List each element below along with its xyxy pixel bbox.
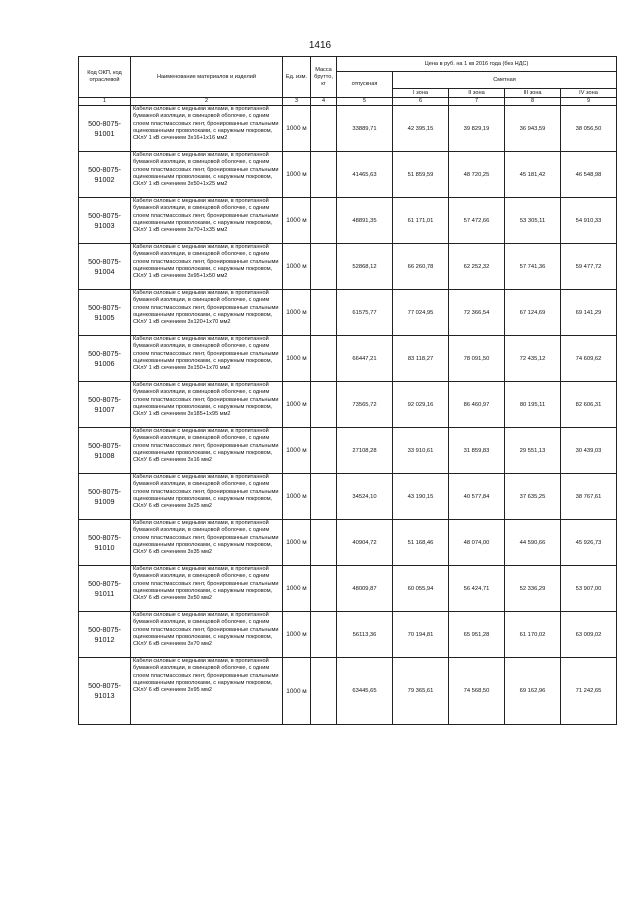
gross-mass xyxy=(311,290,337,336)
zone-4-price: 46 548,98 xyxy=(561,152,617,198)
material-code: 500-8075-91013 xyxy=(79,658,131,725)
zone-4-price: 69 141,29 xyxy=(561,290,617,336)
material-name-text: Кабели силовые с медными жилами, в пропитанной бумажной изоляции, в свинцовой оболочке, с одним слоем пластмассовых лент, бронированные стальными оцинкованными проволоками, с наружным покровом, СКлУ 1 кВ сечением 3х150+1х70 мм2 xyxy=(133,336,279,372)
material-name xyxy=(131,244,283,290)
material-code: 500-8075-91001 xyxy=(79,106,131,152)
header-mass: Масса брутто, кг xyxy=(311,57,337,98)
table-row xyxy=(79,428,617,474)
material-name-text: Кабели силовые с медными жилами, в пропитанной бумажной изоляции, в свинцовой оболочке, с одним слоем пластмассовых лент, бронированные стальными оцинкованными проволоками, с наружным покровом, СКлУ 1 кВ сечением 3х70+1х35 мм2 xyxy=(133,198,279,234)
header-name: Наименование материалов и изделий xyxy=(131,57,283,98)
zone-3-price: 80 195,11 xyxy=(505,382,561,428)
material-code: 500-8075-91004 xyxy=(79,244,131,290)
gross-mass xyxy=(311,566,337,612)
zone-4-price: 38 056,50 xyxy=(561,106,617,152)
zone-3-price: 53 305,11 xyxy=(505,198,561,244)
table-row xyxy=(79,566,617,612)
gross-mass xyxy=(311,382,337,428)
gross-mass xyxy=(311,198,337,244)
zone-2-price: 48 720,25 xyxy=(449,152,505,198)
zone-2-price: 57 472,66 xyxy=(449,198,505,244)
unit-of-measure: 1000 м xyxy=(283,612,311,658)
unit-of-measure: 1000 м xyxy=(283,474,311,520)
table-row xyxy=(79,290,617,336)
zone-4-price: 63 009,02 xyxy=(561,612,617,658)
table-row xyxy=(79,658,617,725)
unit-of-measure: 1000 м xyxy=(283,336,311,382)
zone-2-price: 72 366,54 xyxy=(449,290,505,336)
release-price: 63445,65 xyxy=(337,658,393,725)
zone-2-price: 62 252,32 xyxy=(449,244,505,290)
header-zone-4: IV зона xyxy=(561,89,617,98)
zone-4-price: 30 439,03 xyxy=(561,428,617,474)
zone-3-price: 52 336,29 xyxy=(505,566,561,612)
header-zone-1: I зона xyxy=(393,89,449,98)
header-unit: Ед. изм. xyxy=(283,57,311,98)
material-name-text: Кабели силовые с медными жилами, в пропитанной бумажной изоляции, в свинцовой оболочке, с одним слоем пластмассовых лент, бронированные стальными оцинкованными проволоками, с наружным покровом, СКлУ 6 кВ сечением 3х25 мм2 xyxy=(133,474,279,510)
zone-1-price: 51 859,59 xyxy=(393,152,449,198)
zone-3-price: 37 635,25 xyxy=(505,474,561,520)
zone-1-price: 43 190,15 xyxy=(393,474,449,520)
material-code: 500-8075-91011 xyxy=(79,566,131,612)
table-body xyxy=(79,106,617,725)
material-name xyxy=(131,336,283,382)
zone-4-price: 53 907,00 xyxy=(561,566,617,612)
zone-3-price: 45 181,42 xyxy=(505,152,561,198)
zone-3-price: 57 741,36 xyxy=(505,244,561,290)
table-row xyxy=(79,106,617,152)
material-name xyxy=(131,612,283,658)
zone-3-price: 61 170,02 xyxy=(505,612,561,658)
release-price: 34524,10 xyxy=(337,474,393,520)
material-name xyxy=(131,106,283,152)
column-index: 5 xyxy=(337,98,393,106)
table-row xyxy=(79,198,617,244)
release-price: 52868,12 xyxy=(337,244,393,290)
zone-4-price: 45 926,73 xyxy=(561,520,617,566)
column-index: 7 xyxy=(449,98,505,106)
gross-mass xyxy=(311,658,337,725)
zone-4-price: 38 767,61 xyxy=(561,474,617,520)
unit-of-measure: 1000 м xyxy=(283,152,311,198)
zone-1-price: 60 055,94 xyxy=(393,566,449,612)
table-row xyxy=(79,152,617,198)
table-row xyxy=(79,336,617,382)
table-row xyxy=(79,244,617,290)
zone-2-price: 86 460,97 xyxy=(449,382,505,428)
column-index: 4 xyxy=(311,98,337,106)
gross-mass xyxy=(311,474,337,520)
table-row xyxy=(79,612,617,658)
zone-1-price: 83 118,27 xyxy=(393,336,449,382)
unit-of-measure: 1000 м xyxy=(283,106,311,152)
column-index: 3 xyxy=(283,98,311,106)
material-name-text: Кабели силовые с медными жилами, в пропитанной бумажной изоляции, в свинцовой оболочке, с одним слоем пластмассовых лент, бронированные стальными оцинкованными проволоками, с наружным покровом, СКлУ 1 кВ сечением 3х16+1х16 мм2 xyxy=(133,106,279,142)
zone-1-price: 61 171,01 xyxy=(393,198,449,244)
zone-2-price: 40 577,84 xyxy=(449,474,505,520)
gross-mass xyxy=(311,428,337,474)
header-zone-3: III зона xyxy=(505,89,561,98)
release-price: 73565,72 xyxy=(337,382,393,428)
header-release: отпускная xyxy=(337,72,393,98)
zone-1-price: 79 365,61 xyxy=(393,658,449,725)
material-name-text: Кабели силовые с медными жилами, в пропитанной бумажной изоляции, в свинцовой оболочке, с одним слоем пластмассовых лент, бронированные стальными оцинкованными проволоками, с наружным покровом, СКлУ 1 кВ сечением 3х95+1х50 мм2 xyxy=(133,244,279,280)
unit-of-measure: 1000 м xyxy=(283,244,311,290)
price-table xyxy=(78,56,617,725)
zone-4-price: 82 606,31 xyxy=(561,382,617,428)
material-name xyxy=(131,290,283,336)
material-name-text: Кабели силовые с медными жилами, в пропитанной бумажной изоляции, в свинцовой оболочке, с одним слоем пластмассовых лент, бронированные стальными оцинкованными проволоками, с наружным покровом, СКлУ 1 кВ сечением 3х120+1х70 мм2 xyxy=(133,290,279,326)
zone-1-price: 70 194,81 xyxy=(393,612,449,658)
gross-mass xyxy=(311,152,337,198)
material-name xyxy=(131,198,283,244)
zone-3-price: 36 943,59 xyxy=(505,106,561,152)
material-code: 500-8075-91002 xyxy=(79,152,131,198)
zone-2-price: 31 859,83 xyxy=(449,428,505,474)
release-price: 61575,77 xyxy=(337,290,393,336)
release-price: 41465,63 xyxy=(337,152,393,198)
table-row xyxy=(79,520,617,566)
material-code: 500-8075-91012 xyxy=(79,612,131,658)
zone-2-price: 56 424,71 xyxy=(449,566,505,612)
release-price: 27108,28 xyxy=(337,428,393,474)
material-name-text: Кабели силовые с медными жилами, в пропитанной бумажной изоляции, в свинцовой оболочке, с одним слоем пластмассовых лент, бронированные стальными оцинкованными проволоками, с наружным покровом, СКлУ 6 кВ сечением 3х16 мм2 xyxy=(133,428,279,464)
zone-3-price: 72 435,12 xyxy=(505,336,561,382)
column-index: 8 xyxy=(505,98,561,106)
table-row xyxy=(79,474,617,520)
zone-1-price: 77 024,95 xyxy=(393,290,449,336)
column-index-row xyxy=(79,98,617,106)
release-price: 56113,36 xyxy=(337,612,393,658)
unit-of-measure: 1000 м xyxy=(283,290,311,336)
release-price: 48009,87 xyxy=(337,566,393,612)
unit-of-measure: 1000 м xyxy=(283,566,311,612)
zone-4-price: 54 910,33 xyxy=(561,198,617,244)
material-name-text: Кабели силовые с медными жилами, в пропитанной бумажной изоляции, в свинцовой оболочке, с одним слоем пластмассовых лент, бронированные стальными оцинкованными проволоками, с наружным покровом, СКлУ 6 кВ сечением 3х70 мм2 xyxy=(133,612,279,648)
zone-2-price: 74 568,50 xyxy=(449,658,505,725)
gross-mass xyxy=(311,336,337,382)
material-name xyxy=(131,152,283,198)
column-index: 1 xyxy=(79,98,131,106)
release-price: 40904,72 xyxy=(337,520,393,566)
unit-of-measure: 1000 м xyxy=(283,198,311,244)
header-code: Код ОКП, код отраслевой xyxy=(79,57,131,98)
unit-of-measure: 1000 м xyxy=(283,428,311,474)
unit-of-measure: 1000 м xyxy=(283,658,311,725)
material-code: 500-8075-91010 xyxy=(79,520,131,566)
zone-2-price: 48 074,00 xyxy=(449,520,505,566)
zone-2-price: 65 951,28 xyxy=(449,612,505,658)
unit-of-measure: 1000 м xyxy=(283,520,311,566)
material-name xyxy=(131,520,283,566)
gross-mass xyxy=(311,520,337,566)
zone-4-price: 59 477,72 xyxy=(561,244,617,290)
zone-2-price: 39 829,19 xyxy=(449,106,505,152)
header-estimate: Сметная xyxy=(393,72,617,89)
material-name xyxy=(131,474,283,520)
release-price: 48891,35 xyxy=(337,198,393,244)
zone-1-price: 51 168,46 xyxy=(393,520,449,566)
gross-mass xyxy=(311,244,337,290)
zone-1-price: 92 029,16 xyxy=(393,382,449,428)
material-code: 500-8075-91005 xyxy=(79,290,131,336)
gross-mass xyxy=(311,106,337,152)
material-code: 500-8075-91007 xyxy=(79,382,131,428)
material-name-text: Кабели силовые с медными жилами, в пропитанной бумажной изоляции, в свинцовой оболочке, с одним слоем пластмассовых лент, бронированные стальными оцинкованными проволоками, с наружным покровом, СКлУ 6 кВ сечением 3х35 мм2 xyxy=(133,520,279,556)
material-code: 500-8075-91009 xyxy=(79,474,131,520)
material-code: 500-8075-91003 xyxy=(79,198,131,244)
zone-1-price: 66 260,78 xyxy=(393,244,449,290)
material-name xyxy=(131,382,283,428)
table-row xyxy=(79,382,617,428)
material-code: 500-8075-91006 xyxy=(79,336,131,382)
zone-3-price: 69 162,96 xyxy=(505,658,561,725)
material-name-text: Кабели силовые с медными жилами, в пропитанной бумажной изоляции, в свинцовой оболочке, с одним слоем пластмассовых лент, бронированные стальными оцинкованными проволоками, с наружным покровом, СКлУ 1 кВ сечением 3х185+1х95 мм2 xyxy=(133,382,279,418)
header-price-title: Цена в руб. на 1 кв 2016 года (без НДС) xyxy=(337,57,617,72)
zone-4-price: 74 609,62 xyxy=(561,336,617,382)
material-name-text: Кабели силовые с медными жилами, в пропитанной бумажной изоляции, в свинцовой оболочке, с одним слоем пластмассовых лент, бронированные стальными оцинкованными проволоками, с наружным покровом, СКлУ 6 кВ сечением 3х50 мм2 xyxy=(133,566,279,602)
column-index: 9 xyxy=(561,98,617,106)
gross-mass xyxy=(311,612,337,658)
material-name-text: Кабели силовые с медными жилами, в пропитанной бумажной изоляции, в свинцовой оболочке, с одним слоем пластмассовых лент, бронированные стальными оцинкованными проволоками, с наружным покровом, СКлУ 1 кВ сечением 3х50+1х25 мм2 xyxy=(133,152,279,188)
material-name xyxy=(131,566,283,612)
zone-3-price: 44 590,66 xyxy=(505,520,561,566)
material-code: 500-8075-91008 xyxy=(79,428,131,474)
unit-of-measure: 1000 м xyxy=(283,382,311,428)
zone-2-price: 78 091,50 xyxy=(449,336,505,382)
column-index: 6 xyxy=(393,98,449,106)
zone-3-price: 67 124,69 xyxy=(505,290,561,336)
material-name xyxy=(131,428,283,474)
zone-3-price: 29 551,13 xyxy=(505,428,561,474)
zone-1-price: 33 910,61 xyxy=(393,428,449,474)
release-price: 66447,21 xyxy=(337,336,393,382)
column-index: 2 xyxy=(131,98,283,106)
header-zone-2: II зона xyxy=(449,89,505,98)
material-name xyxy=(131,658,283,725)
zone-4-price: 71 242,65 xyxy=(561,658,617,725)
page-number: 1416 xyxy=(308,40,332,51)
release-price: 33889,71 xyxy=(337,106,393,152)
zone-1-price: 42 395,15 xyxy=(393,106,449,152)
material-name-text: Кабели силовые с медными жилами, в пропитанной бумажной изоляции, в свинцовой оболочке, с одним слоем пластмассовых лент, бронированные стальными оцинкованными проволоками, с наружным покровом, СКлУ 6 кВ сечением 3х95 мм2 xyxy=(133,658,279,694)
